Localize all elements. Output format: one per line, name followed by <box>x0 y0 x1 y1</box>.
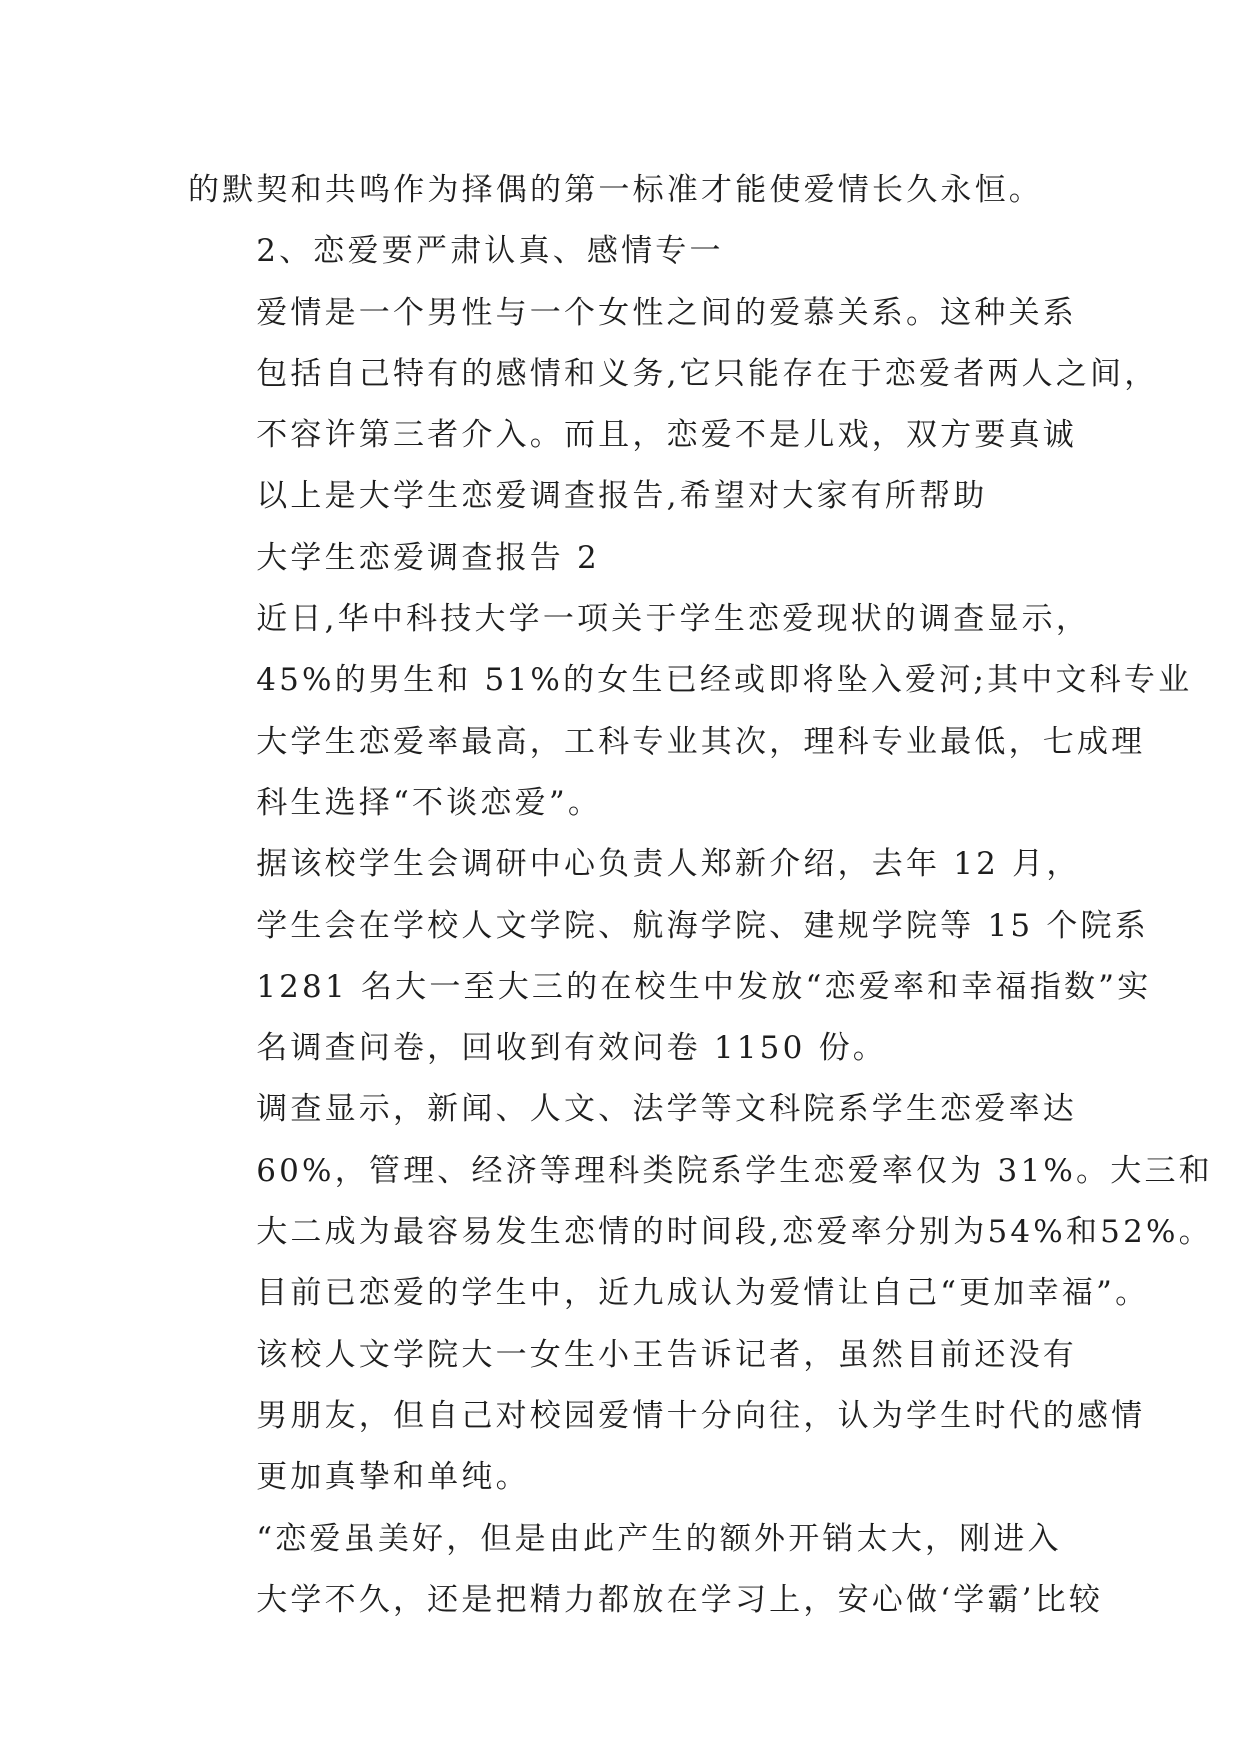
text-line: 近日,华中科技大学一项关于学生恋爱现状的调查显示， <box>256 601 1091 638</box>
text-line: 60%，管理、经济等理科类院系学生恋爱率仅为 31%。大三和 <box>256 1152 1213 1189</box>
text-line: 的默契和共鸣作为择偶的第一标准才能使爱情长久永恒。 <box>188 172 1043 208</box>
paragraph <box>188 466 1058 527</box>
paragraph <box>188 283 1159 467</box>
text-line: 爱情是一个男性与一个女性之间的爱慕关系。这种关系 <box>256 294 1077 331</box>
paragraph <box>188 834 1152 1079</box>
paragraph <box>188 1079 1213 1324</box>
text-line: 学生会在学校人文学院、航海学院、建规学院等 15 个院系 <box>256 907 1149 944</box>
text-line: 1281 名大一至大三的在校生中发放“恋爱率和幸福指数”实 <box>256 968 1152 1005</box>
document-body <box>188 160 1213 1631</box>
text-line: “恋爱虽美好，但是由此产生的额外开销太大，刚进入 <box>256 1520 1062 1557</box>
text-line: 大学生恋爱率最高，工科专业其次，理科专业最低，七成理 <box>256 723 1146 760</box>
paragraph <box>188 528 1058 589</box>
text-line: 名调查问卷，回收到有效问卷 1150 份。 <box>256 1030 887 1067</box>
paragraph <box>188 1325 1146 1509</box>
text-line: 大二成为最容易发生恋情的时间段,恋爱率分别为54%和52%。 <box>256 1214 1213 1251</box>
text-line: 目前已恋爱的学生中，近九成认为爱情让自己“更加幸福”。 <box>256 1275 1150 1312</box>
text-line: 以上是大学生恋爱调查报告,希望对大家有所帮助 <box>256 478 988 515</box>
paragraph <box>188 160 1058 221</box>
text-line: 不容许第三者介入。而且，恋爱不是儿戏，双方要真诚 <box>256 417 1077 454</box>
text-line: 科生选择“不谈恋爱”。 <box>256 784 603 821</box>
text-line: 更加真挚和单纯。 <box>256 1459 530 1496</box>
text-line: 大学不久，还是把精力都放在学习上，安心做‘学霸’比较 <box>256 1581 1104 1618</box>
text-line: 2、恋爱要严肃认真、感情专一 <box>256 233 724 270</box>
text-line: 男朋友，但自己对校园爱情十分向往，认为学生时代的感情 <box>256 1397 1146 1434</box>
text-line: 45%的男生和 51%的女生已经或即将坠入爱河;其中文科专业 <box>256 662 1193 699</box>
text-line: 调查显示，新闻、人文、法学等文科院系学生恋爱率达 <box>256 1091 1077 1128</box>
text-line: 据该校学生会调研中心负责人郑新介绍，去年 12 月， <box>256 846 1081 883</box>
paragraph <box>188 589 1193 834</box>
paragraph <box>188 221 1058 282</box>
text-line: 包括自己特有的感情和义务,它只能存在于恋爱者两人之间， <box>256 355 1159 392</box>
text-line: 该校人文学院大一女生小王告诉记者，虽然目前还没有 <box>256 1336 1077 1373</box>
text-line: 大学生恋爱调查报告 2 <box>256 539 600 576</box>
paragraph <box>188 1509 1104 1632</box>
